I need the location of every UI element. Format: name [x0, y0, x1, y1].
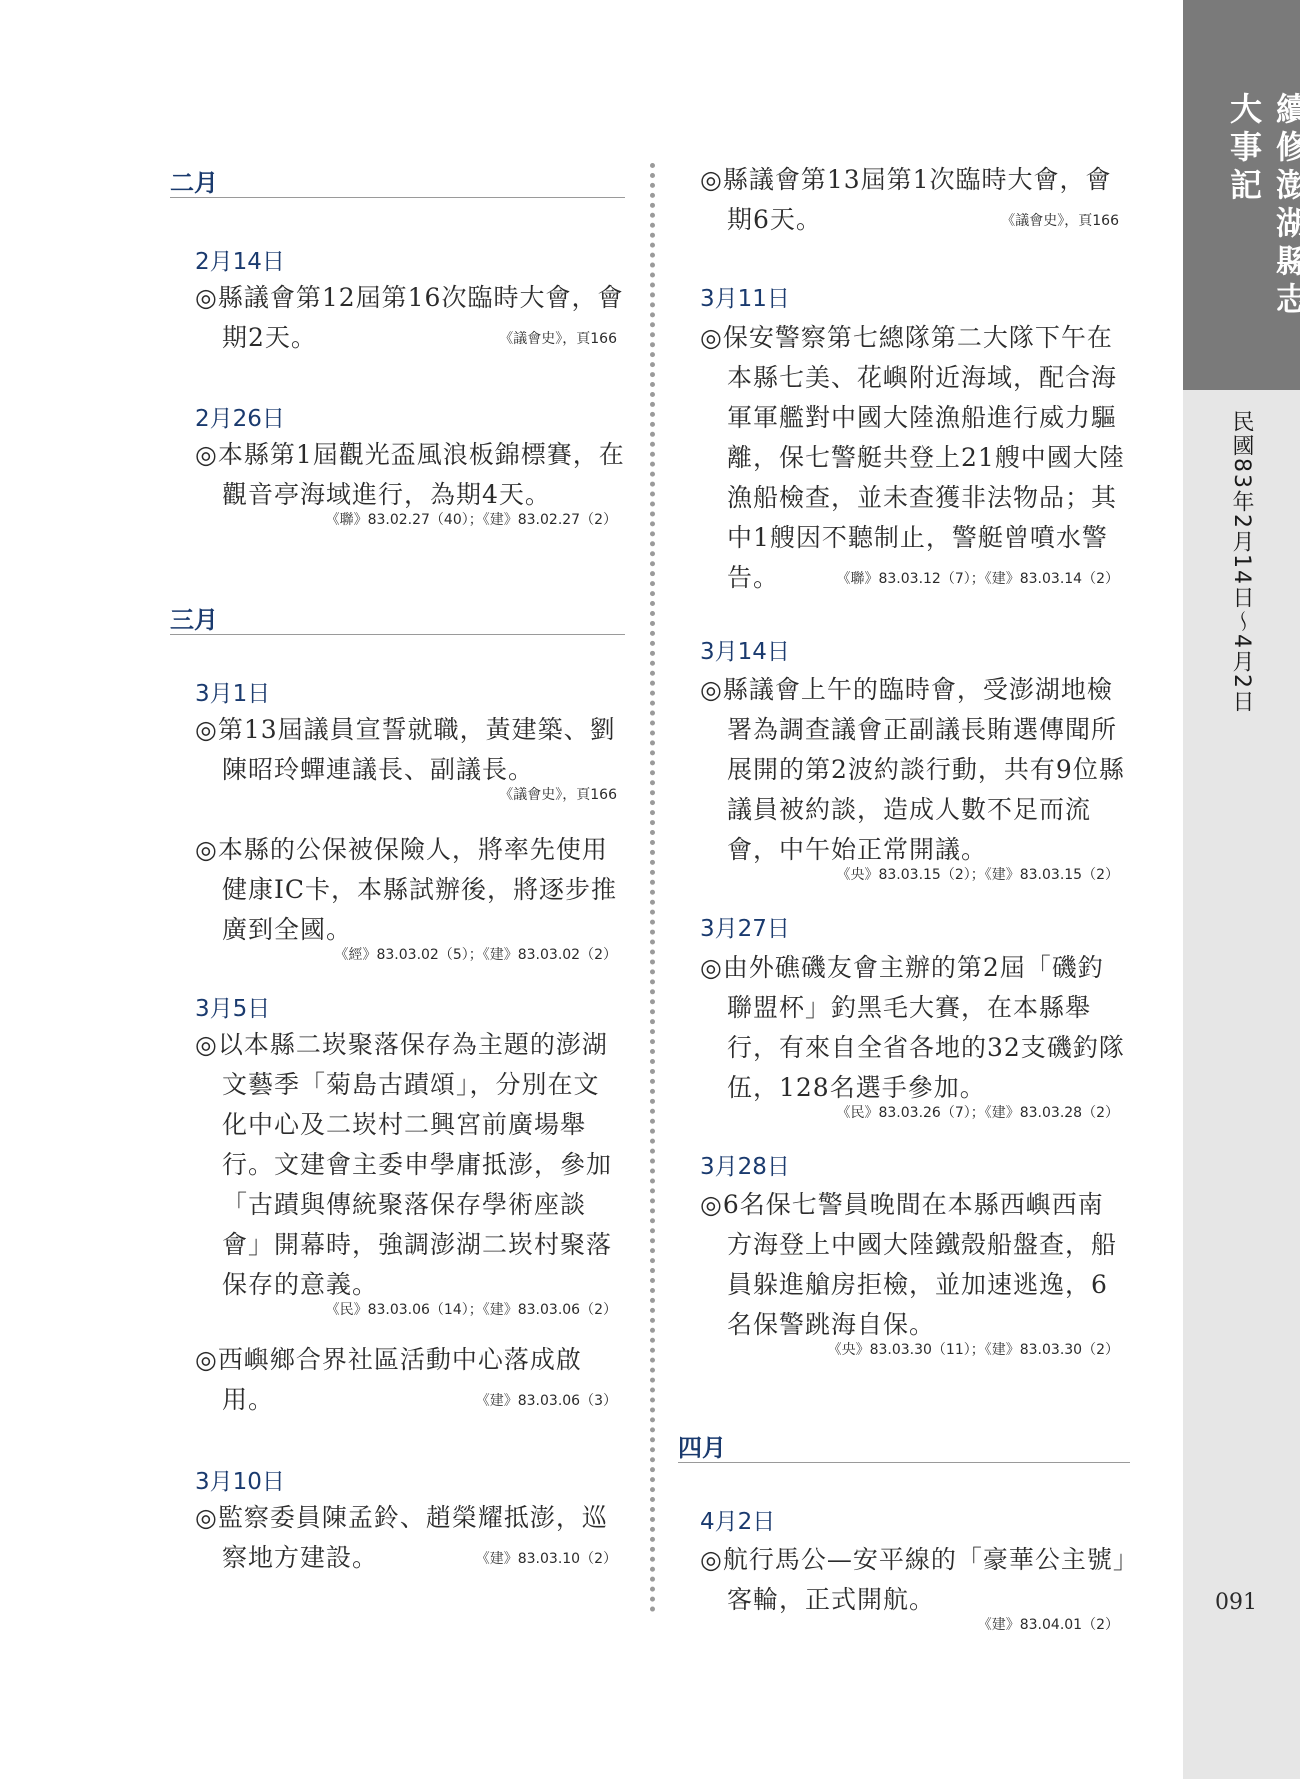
page-number: 091 [1215, 1590, 1257, 1615]
entry-source: 《央》83.03.30（11）；《建》83.03.30（2） [827, 1342, 1119, 1358]
entry [700, 948, 1127, 1122]
entry [195, 1340, 625, 1414]
entry-source: 《央》83.03.15（2）；《建》83.03.15（2） [836, 867, 1119, 883]
date-heading: 3月1日 [195, 681, 271, 707]
entry [700, 1540, 1127, 1634]
entry-text: ◎第13屆議員宣誓就職，黃建築、劉陳昭玲蟬連議長、副議長。 [195, 715, 616, 784]
entry [195, 1498, 625, 1572]
month-heading-april: 四月 [678, 1428, 1130, 1463]
entry-source: 《建》83.03.10（2） [475, 1551, 617, 1567]
date-heading: 3月5日 [195, 996, 271, 1022]
entry-text: ◎保安警察第七總隊第二大隊下午在本縣七美、花嶼附近海域，配合海軍軍艦對中國大陸漁船進行威力驅離，保七警艇共登上21艘中國大陸漁船檢查，並未查獲非法物品；其中1艘因不聽制止，警艇曾噴水警告。 [700, 323, 1125, 592]
entry-text: ◎縣議會上午的臨時會，受澎湖地檢署為調查議會正副議長賄選傳聞所展開的第2波約談行動，共有9位縣議員被約談，造成人數不足而流會，中午始正常開議。 [700, 675, 1125, 864]
entry-source: 《議會史》，頁166 [1001, 213, 1119, 229]
date-heading: 3月28日 [700, 1154, 790, 1180]
entry-text: ◎6名保七警員晚間在本縣西嶼西南方海登上中國大陸鐵殼船盤查，船員躲進艙房拒檢，並加速逃逸，6名保警跳海自保。 [700, 1190, 1118, 1339]
entry [195, 278, 625, 352]
entry-text: ◎以本縣二崁聚落保存為主題的澎湖文藝季「菊島古蹟頌」，分別在文化中心及二崁村二興宮前廣場舉行。文建會主委申學庸抵澎，參加「古蹟與傳統聚落保存學術座談會」開幕時，強調澎湖二崁村聚落保存的意義。 [195, 1030, 613, 1299]
date-heading: 2月14日 [195, 249, 285, 275]
date-heading: 4月2日 [700, 1509, 776, 1535]
entry-source: 《民》83.03.26（7）；《建》83.03.28（2） [836, 1105, 1119, 1121]
entry-text: ◎本縣的公保被保險人，將率先使用健康IC卡，本縣試辦後，將逐步推廣到全國。 [195, 835, 618, 944]
date-heading: 2月26日 [195, 406, 285, 432]
entry-text: ◎航行馬公—安平線的「豪華公主號」客輪，正式開航。 [700, 1545, 1127, 1614]
entry-source: 《聯》83.03.12（7）；《建》83.03.14（2） [836, 571, 1119, 587]
book-title: 續修澎湖縣志 大事記 [1225, 92, 1309, 358]
entry [700, 160, 1127, 234]
entry-source: 《建》83.04.01（2） [977, 1617, 1119, 1633]
entry-source: 《經》83.03.02（5）；《建》83.03.02（2） [334, 947, 617, 963]
date-heading: 3月10日 [195, 1469, 285, 1495]
date-range-label: 民國83年2月14日〜4月2日 [1229, 410, 1254, 714]
month-heading-march: 三月 [170, 600, 625, 635]
entry-text: ◎縣議會第12屆第16次臨時大會，會期2天。 [195, 283, 624, 352]
entry [700, 1185, 1127, 1359]
entry [195, 435, 625, 529]
date-heading: 3月27日 [700, 916, 790, 942]
entry-source: 《民》83.03.06（14）；《建》83.03.06（2） [325, 1302, 617, 1318]
entry-text: ◎監察委員陳孟鈴、趙榮耀抵澎，巡察地方建設。 [195, 1503, 608, 1572]
entry [195, 1025, 625, 1319]
entry-source: 《聯》83.02.27（40）；《建》83.02.27（2） [325, 512, 617, 528]
entry-text: ◎西嶼鄉合界社區活動中心落成啟用。 [195, 1345, 582, 1414]
entry-source: 《議會史》，頁166 [499, 331, 617, 347]
entry [195, 710, 625, 804]
entry [195, 830, 625, 964]
entry-source: 《建》83.03.06（3） [475, 1393, 617, 1409]
side-title-box [1183, 0, 1309, 390]
entry-text: ◎縣議會第13屆第1次臨時大會，會期6天。 [700, 165, 1112, 234]
entry-text: ◎本縣第1屆觀光盃風浪板錦標賽，在觀音亭海域進行，為期4天。 [195, 440, 625, 509]
date-heading: 3月14日 [700, 639, 790, 665]
entry-source: 《議會史》，頁166 [499, 787, 617, 803]
column-divider [650, 163, 655, 1613]
date-heading: 3月11日 [700, 286, 790, 312]
side-band [1183, 0, 1309, 1779]
month-heading-february: 二月 [170, 163, 625, 198]
entry-text: ◎由外礁磯友會主辦的第2屆「磯釣聯盟杯」釣黑毛大賽，在本縣舉行，有來自全省各地的32支磯釣隊伍，128名選手參加。 [700, 953, 1125, 1102]
entry [700, 670, 1127, 884]
entry [700, 318, 1127, 592]
